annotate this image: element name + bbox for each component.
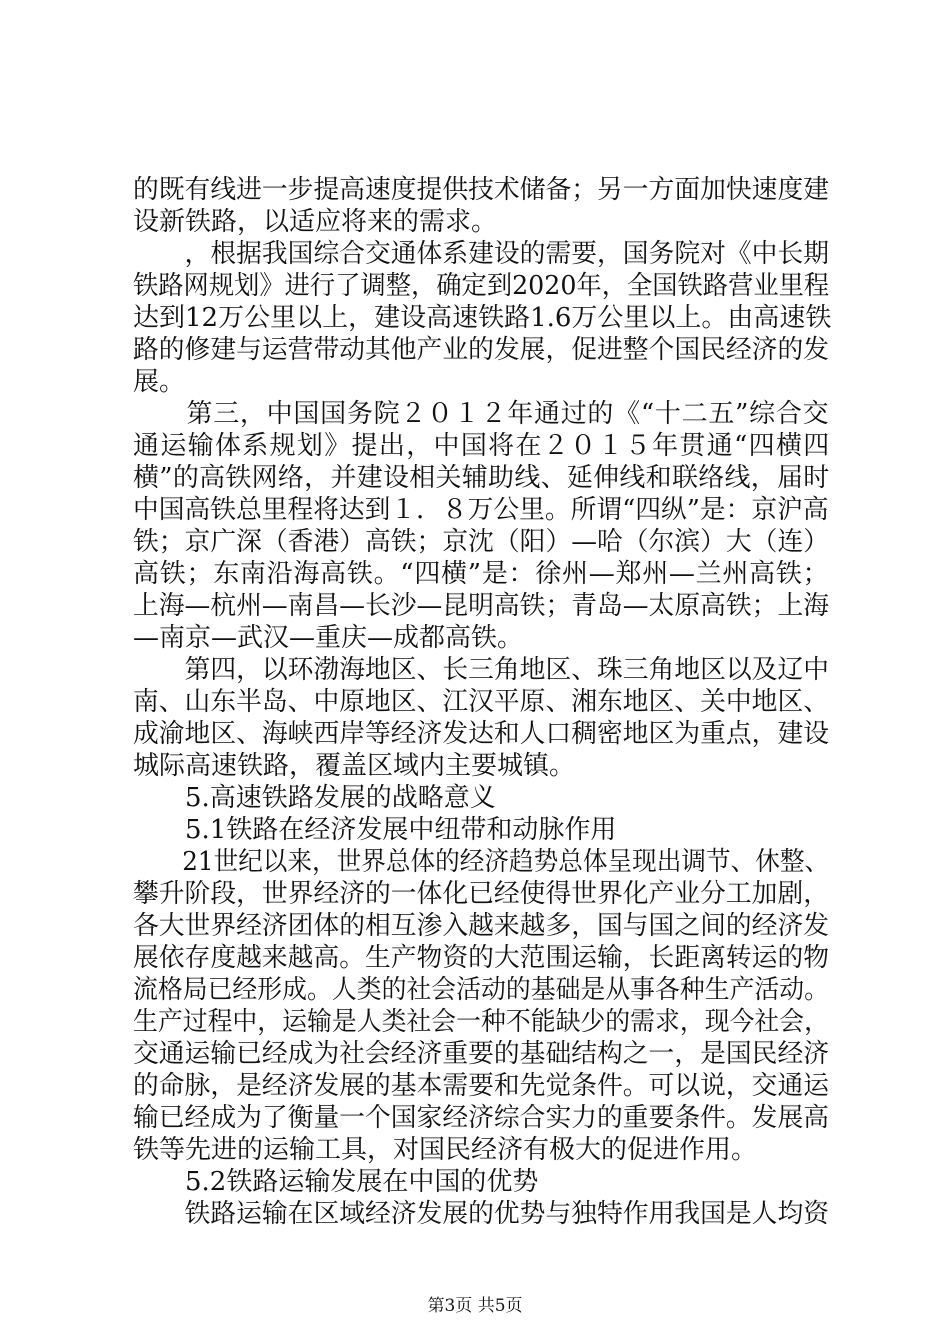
text-line: 南、山东半岛、中原地区、江汉平原、湘东地区、关中地区、 [133,687,830,717]
subsection-heading: 5.2铁路运输发展在中国的优势 [133,1167,539,1197]
text-line: ，根据我国综合交通体系建设的需要，国务院对《中长期 [133,239,830,269]
text-line: 输已经成为了衡量一个国家经济综合实力的重要条件。发展高 [133,1103,830,1133]
text-line: 城际高速铁路，覆盖区域内主要城镇。 [133,751,576,781]
page-number-footer: 第3页 共5页 [427,1296,523,1316]
text-line: 通运输体系规划》提出，中国将在２０１５年贯通“四横四 [133,431,831,461]
text-line: 展依存度越来越高。生产物资的大范围运输，长距离转运的物 [133,943,830,973]
text-line: 流格局已经形成。人类的社会活动的基础是从事各种生产活动。 [133,975,830,1005]
text-line: 铁路网规划》进行了调整，确定到2020年，全国铁路营业里程 [133,271,830,301]
text-line: 高铁；东南沿海高铁。“四横”是：徐州—郑州—兰州高铁； [133,559,830,589]
text-line: 21世纪以来，世界总体的经济趋势总体呈现出调节、休整、 [133,847,830,877]
subsection-heading: 5.1铁路在经济发展中纽带和动脉作用 [133,815,617,845]
text-line: 展。 [133,367,186,397]
text-line: 中国高铁总里程将达到１．８万公里。所谓“四纵”是：京沪高 [133,495,829,525]
text-line: 成渝地区、海峡西岸等经济发达和人口稠密地区为重点，建设 [133,719,830,749]
text-line: 铁等先进的运输工具，对国民经济有极大的促进作用。 [133,1135,758,1165]
text-line: 横”的高铁网络，并建设相关辅助线、延伸线和联络线，届时 [133,463,830,493]
text-line: 交通运输已经成为社会经济重要的基础结构之一，是国民经济 [133,1039,830,1069]
text-line: 上海—杭州—南昌—长沙—昆明高铁；青岛—太原高铁；上海 [133,591,830,621]
section-heading: 5.高速铁路发展的战略意义 [133,783,496,813]
text-line: —南京—武汉—重庆—成都高铁。 [133,623,524,653]
text-line: 铁路运输在区域经济发展的优势与独特作用我国是人均资 [133,1199,830,1229]
text-line: 第四，以环渤海地区、长三角地区、珠三角地区以及辽中 [133,655,830,685]
text-line: 各大世界经济团体的相互渗入越来越多，国与国之间的经济发 [133,911,830,941]
text-line: 设新铁路，以适应将来的需求。 [133,207,498,237]
text-line: 达到12万公里以上，建设高速铁路1.6万公里以上。由高速铁 [133,303,832,333]
text-line: 的命脉，是经济发展的基本需要和先觉条件。可以说，交通运 [133,1071,830,1101]
text-line: 第三，中国国务院２０１２年通过的《“十二五”综合交 [133,399,830,429]
text-line: 生产过程中，运输是人类社会一种不能缺少的需求，现今社会， [133,1007,830,1037]
text-line: 路的修建与运营带动其他产业的发展，促进整个国民经济的发 [133,335,830,365]
text-line: 的既有线进一步提高速度提供技术储备；另一方面加快速度建 [133,175,830,205]
text-line: 攀升阶段，世界经济的一体化已经使得世界化产业分工加剧， [133,879,830,909]
text-line: 铁；京广深（香港）高铁；京沈（阳）—哈（尔滨）大（连） [133,527,830,557]
